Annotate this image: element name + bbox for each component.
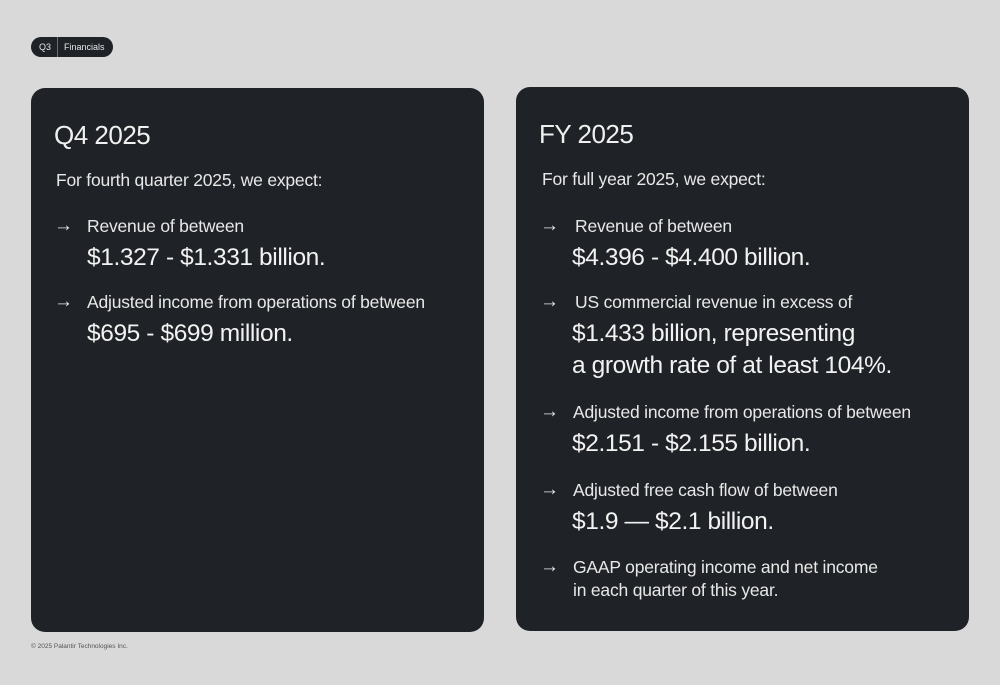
guidance-value: $1.9 — $2.1 billion. bbox=[572, 508, 774, 535]
guidance-label-line2: in each quarter of this year. bbox=[573, 580, 779, 600]
guidance-value: $1.327 - $1.331 billion. bbox=[87, 244, 326, 271]
tag-divider bbox=[57, 37, 58, 57]
guidance-value: $2.151 - $2.155 billion. bbox=[572, 430, 811, 457]
right-arrow-icon: → bbox=[540, 479, 559, 500]
section-tag bbox=[31, 37, 113, 57]
q4-intro: For fourth quarter 2025, we expect: bbox=[56, 170, 323, 190]
fy-intro: For full year 2025, we expect: bbox=[542, 169, 766, 189]
q4-card-title: Q4 2025 bbox=[54, 120, 151, 150]
right-arrow-icon: → bbox=[540, 556, 559, 577]
guidance-label-line1: GAAP operating income and net income bbox=[573, 557, 878, 577]
guidance-label: Revenue of between bbox=[575, 216, 732, 236]
right-arrow-icon: → bbox=[540, 291, 559, 312]
fy-card-title: FY 2025 bbox=[539, 119, 634, 149]
guidance-label: Adjusted income from operations of between bbox=[573, 402, 911, 422]
fy-outlook-card bbox=[516, 87, 969, 631]
guidance-label: Revenue of between bbox=[87, 216, 244, 236]
guidance-value-line1: $1.433 billion, representing bbox=[572, 320, 856, 347]
guidance-label: Adjusted income from operations of between bbox=[87, 292, 425, 312]
guidance-value: $695 - $699 million. bbox=[87, 320, 293, 347]
tag-section: Financials bbox=[64, 42, 105, 52]
guidance-label: US commercial revenue in excess of bbox=[575, 292, 853, 312]
right-arrow-icon: → bbox=[54, 215, 73, 236]
right-arrow-icon: → bbox=[54, 291, 73, 312]
guidance-label: Adjusted free cash flow of between bbox=[573, 480, 838, 500]
guidance-value-line2: a growth rate of at least 104%. bbox=[572, 352, 892, 379]
guidance-value: $4.396 - $4.400 billion. bbox=[572, 244, 811, 271]
right-arrow-icon: → bbox=[540, 215, 559, 236]
q4-outlook-card bbox=[31, 88, 484, 632]
tag-quarter: Q3 bbox=[39, 42, 52, 52]
right-arrow-icon: → bbox=[540, 401, 559, 422]
copyright-footer: © 2025 Palantir Technologies Inc. bbox=[31, 643, 128, 650]
